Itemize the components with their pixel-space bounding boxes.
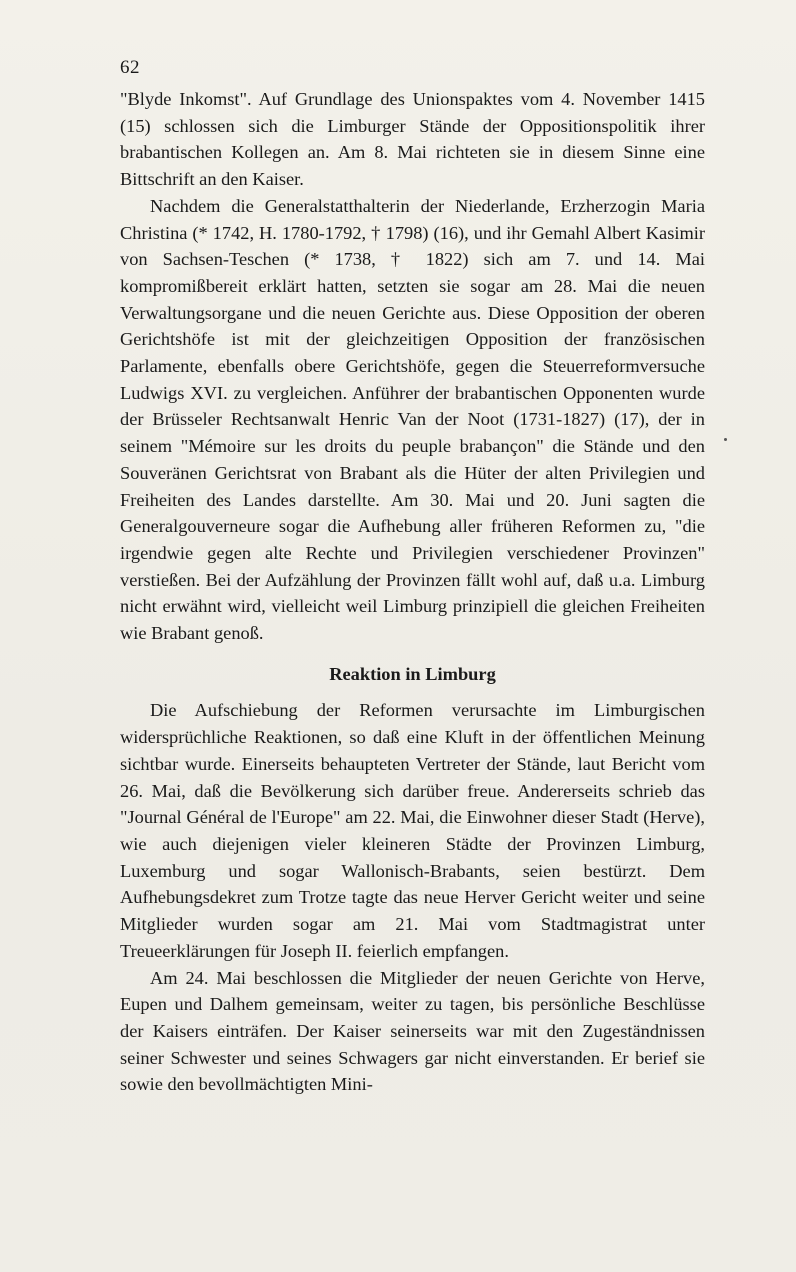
body-text xyxy=(120,86,705,1098)
page-number: 62 xyxy=(120,57,140,78)
margin-mark xyxy=(724,438,727,441)
section-heading: Reaktion in Limburg xyxy=(329,663,496,684)
paragraph-aufschiebung: Die Aufschiebung der Reformen verursachte im Limburgischen widersprüchliche Reaktionen, so daß eine Kluft in der öffentlichen Meinung sichtbar wurde. Einerseits behaupteten Vertreter der Stände, laut Bericht vom 26. Mai, daß die Bevölkerung sich darüber freue. Andererseits schrieb das "Journal Général de l'Europe" am 22. Mai, die Einwohner dieser Stadt (Herve), wie auch diejenigen vieler kleineren Städte der Provinzen Limburg, Luxemburg und sogar Wallonisch-Brabants, seien bestürzt. Dem Aufhebungsdekret zum Trotze tagte das neue Herver Gericht weiter und seine Mitglieder wurden sogar am 21. Mai vom Stadtmagistrat unter Treueerklärungen für Joseph II. feierlich empfangen. xyxy=(120,700,705,961)
paragraph-continuation: "Blyde Inkomst". Auf Grundlage des Unionspaktes vom 4. November 1415 (15) schlossen sich die Limburger Stände der Oppositionspolitik ihrer brabantischen Kollegen an. Am 8. Mai richteten sie in diesem Sinne eine Bittschrift an den Kaiser. xyxy=(120,89,705,190)
paragraph-generalstatthalterin: Nachdem die Generalstatthalterin der Niederlande, Erzherzogin Maria Christina (* 1742, H. 1780-1792, † 1798) (16), und ihr Gemahl Albert Kasimir von Sachsen-Teschen (* 1738, † 1822) sich am 7. und 14. Mai kompromißbereit erklärt hatten, setzten sie sogar am 28. Mai die neuen Verwaltungsorgane und die neuen Gerichte aus. Diese Opposition der oberen Gerichtshöfe ist mit der gleichzeitigen Opposition der französischen Parlamente, ebenfalls obere Gerichtshöfe, gegen die Steuerreformversuche Ludwigs XVI. zu vergleichen. Anführer der brabantischen Opponenten wurde der Brüsseler Rechtsanwalt Henric Van der Noot (1731-1827) (17), der in seinem "Mémoire sur les droits du peuple brabançon" die Stände und den Souveränen Gerichtsrat von Brabant als die Hüter der alten Privilegien und Freiheiten des Landes darstellte. Am 30. Mai und 20. Juni sagten die Generalgouverneure sogar die Aufhebung aller früheren Reformen zu, "die irgendwie gegen alte Rechte und Privilegien verschiedener Provinzen" verstießen. Bei der Aufzählung der Provinzen fällt wohl auf, daß u.a. Limburg nicht erwähnt wird, vielleicht weil Limburg prinzipiell die gleichen Freiheiten wie Brabant genoß. xyxy=(120,195,705,644)
paragraph-beschluss: Am 24. Mai beschlossen die Mitglieder der neuen Gerichte von Herve, Eupen und Dalhem gemeinsam, weiter zu tagen, bis persönliche Beschlüsse der Kaisers einträfen. Der Kaiser seinerseits war mit den Zugeständnissen seiner Schwester und seines Schwagers gar nicht einverstanden. Er berief sie sowie den bevollmächtigten Mini- xyxy=(120,967,705,1095)
